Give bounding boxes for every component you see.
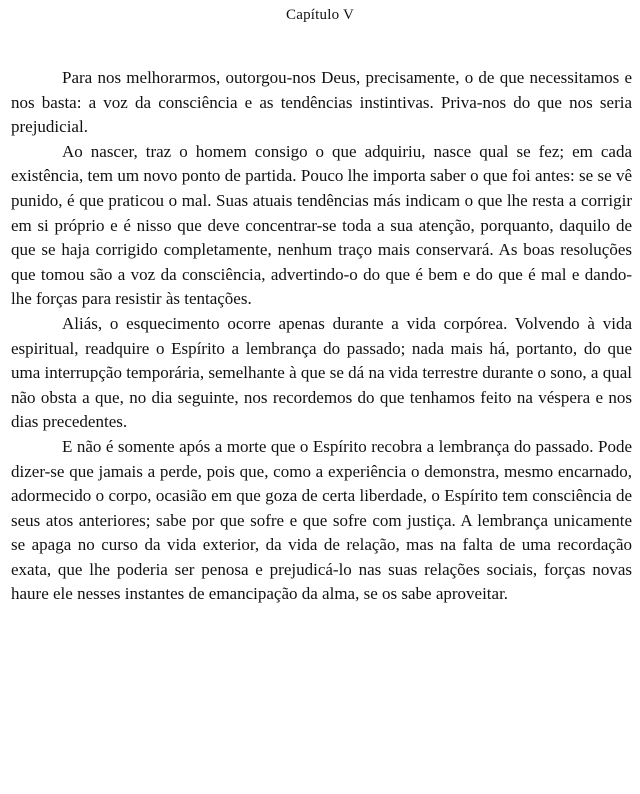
paragraph-4: E não é somente após a morte que o Espírito recobra a lembrança do passado. Pode dizer-se que jamais a perde, pois que, como a experiência o demonstra, mesmo encarnado, adormecido o corpo, ocasião em que goza de certa liberdade, o Espírito tem consciência de seus atos anteriores; sabe por que sofre e que sofre com justiça. A lembrança unicamente se apaga no curso da vida exterior, da vida de relação, mas na falta de uma recordação exata, que lhe poderia ser penosa e prejudicá-lo nas suas relações sociais, forças novas haure ele nesses instantes de emancipação da alma, se os sabe aproveitar. [11, 436, 632, 604]
paragraph-2: Ao nascer, traz o homem consigo o que adquiriu, nasce qual se fez; em cada existência, tem um novo ponto de partida. Pouco lhe importa saber o que foi antes: se se vê punido, é que praticou o mal. Suas atuais tendências más indicam o que lhe resta a corrigir em si próprio e é nisso que deve concentrar-se toda a sua atenção, porquanto, daquilo de que se haja corrigido completamente, nenhum traço mais conservará. As boas resoluções que tomou são a voz da consciência, advertindo-o do que é bem e do que é mal e dando-lhe forças para resistir às tentações. [11, 141, 632, 309]
paragraph-1: Para nos melhorarmos, outorgou-nos Deus, precisamente, o de que necessitamos e nos basta: a voz da consciência e as tendências instintivas. Priva-nos do que nos seria prejudicial. [11, 68, 632, 137]
paragraph-3: Aliás, o esquecimento ocorre apenas durante a vida corpórea. Volvendo à vida espiritual, readquire o Espírito a lembrança do passado; nada mais há, portanto, do que uma interrupção temporária, semelhante à que se dá na vida terrestre durante o sono, a qual não obsta a que, no dia seguinte, nos recordemos do que tenhamos feito na véspera e nos dias precedentes. [11, 313, 632, 432]
running-header: Capítulo V [286, 7, 354, 23]
page-body [11, 66, 632, 607]
